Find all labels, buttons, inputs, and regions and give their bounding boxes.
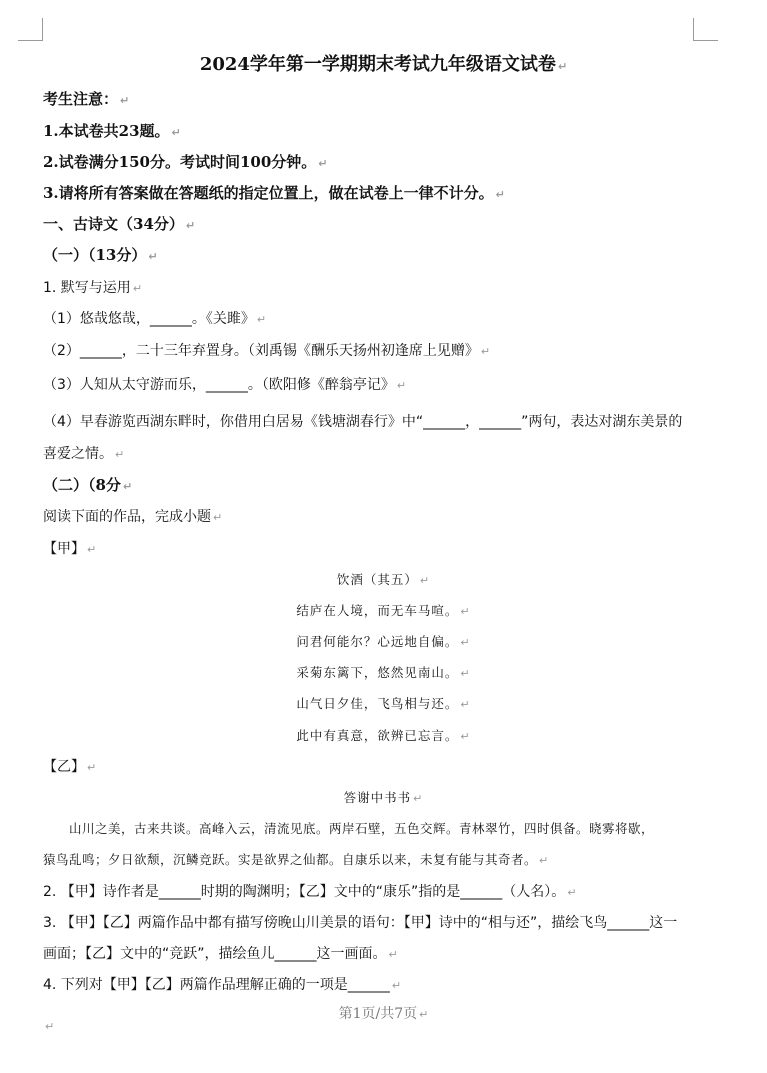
- paragraph-mark: ↵: [45, 1020, 55, 1033]
- reading-prompt: 阅读下面的作品，完成小题 ↵: [43, 509, 223, 525]
- page-footer: 第1页/共7页 ↵: [338, 1006, 429, 1022]
- question-item: （4）早春游览西湖东畔时，你借用白居易《钱塘湖春行》中“______，______”两句，表达对湖东美景的: [43, 414, 683, 430]
- exam-title: 2024学年第一学期期末考试九年级语文试卷 ↵: [199, 54, 568, 75]
- poem-line: 山气日夕佳，飞鸟相与还。 ↵: [296, 696, 471, 711]
- question-3: 3. 【甲】【乙】两篇作品中都有描写傍晚山川美景的语句：【甲】诗中的“相与还”，描绘飞鸟______这一: [43, 915, 678, 931]
- poem-line: 问君何能尔？心远地自偏。 ↵: [296, 634, 471, 649]
- question-item-continuation: 喜爱之情。 ↵: [43, 446, 125, 462]
- question-2: 2. 【甲】诗作者是______时期的陶渊明；【乙】文中的“康乐”指的是______（人名）。 ↵: [43, 884, 577, 900]
- notice-item: 2.试卷满分150分。考试时间100分钟。 ↵: [43, 153, 328, 171]
- page-corner-mark-top-right: [693, 18, 718, 41]
- prose-line: 猿鸟乱鸣；夕日欲颓，沉鳞竞跃。实是欲界之仙都。自康乐以来，未复有能与其奇者。 ↵: [43, 852, 549, 867]
- notice-item: 1.本试卷共23题。 ↵: [43, 122, 181, 140]
- prose-title: 答谢中书书 ↵: [343, 790, 424, 805]
- part-heading: （一）（13分） ↵: [43, 246, 158, 264]
- question-item: （1）悠哉悠哉，______。《关雎》 ↵: [43, 311, 267, 327]
- page-corner-mark-top-left: [18, 18, 43, 41]
- poem-line: 采菊东篱下，悠然见南山。 ↵: [296, 665, 471, 680]
- jia-label: 【甲】 ↵: [43, 541, 97, 557]
- question-4: 4. 下列对【甲】【乙】两篇作品理解正确的一项是______ ↵: [43, 977, 402, 993]
- question-item: （3）人知从太守游而乐，______。（欧阳修《醉翁亭记》 ↵: [43, 377, 407, 393]
- prose-line: 山川之美，古来共谈。高峰入云，清流见底。两岸石壁，五色交辉。青林翠竹，四时俱备。晓雾将歇，: [43, 821, 655, 836]
- poem-line: 此中有真意，欲辨已忘言。 ↵: [296, 728, 471, 743]
- question-3-continuation: 画面；【乙】文中的“竞跃”，描绘鱼儿______这一画面。 ↵: [43, 946, 398, 962]
- notice-item: 3.请将所有答案做在答题纸的指定位置上，做在试卷上一律不计分。 ↵: [43, 184, 505, 202]
- poem-line: 结庐在人境，而无车马喧。 ↵: [296, 603, 471, 618]
- part-heading: （二）（8分 ↵: [43, 476, 133, 494]
- question-prompt: 1. 默写与运用 ↵: [43, 280, 143, 296]
- yi-label: 【乙】 ↵: [43, 759, 97, 775]
- question-item: （2）______，二十三年弃置身。（刘禹锡《酬乐天扬州初逢席上见赠》 ↵: [43, 343, 491, 359]
- notice-heading: 考生注意： ↵: [43, 90, 130, 108]
- poem-title: 饮酒（其五） ↵: [336, 572, 431, 587]
- section-heading: 一、古诗文（34分） ↵: [43, 215, 196, 233]
